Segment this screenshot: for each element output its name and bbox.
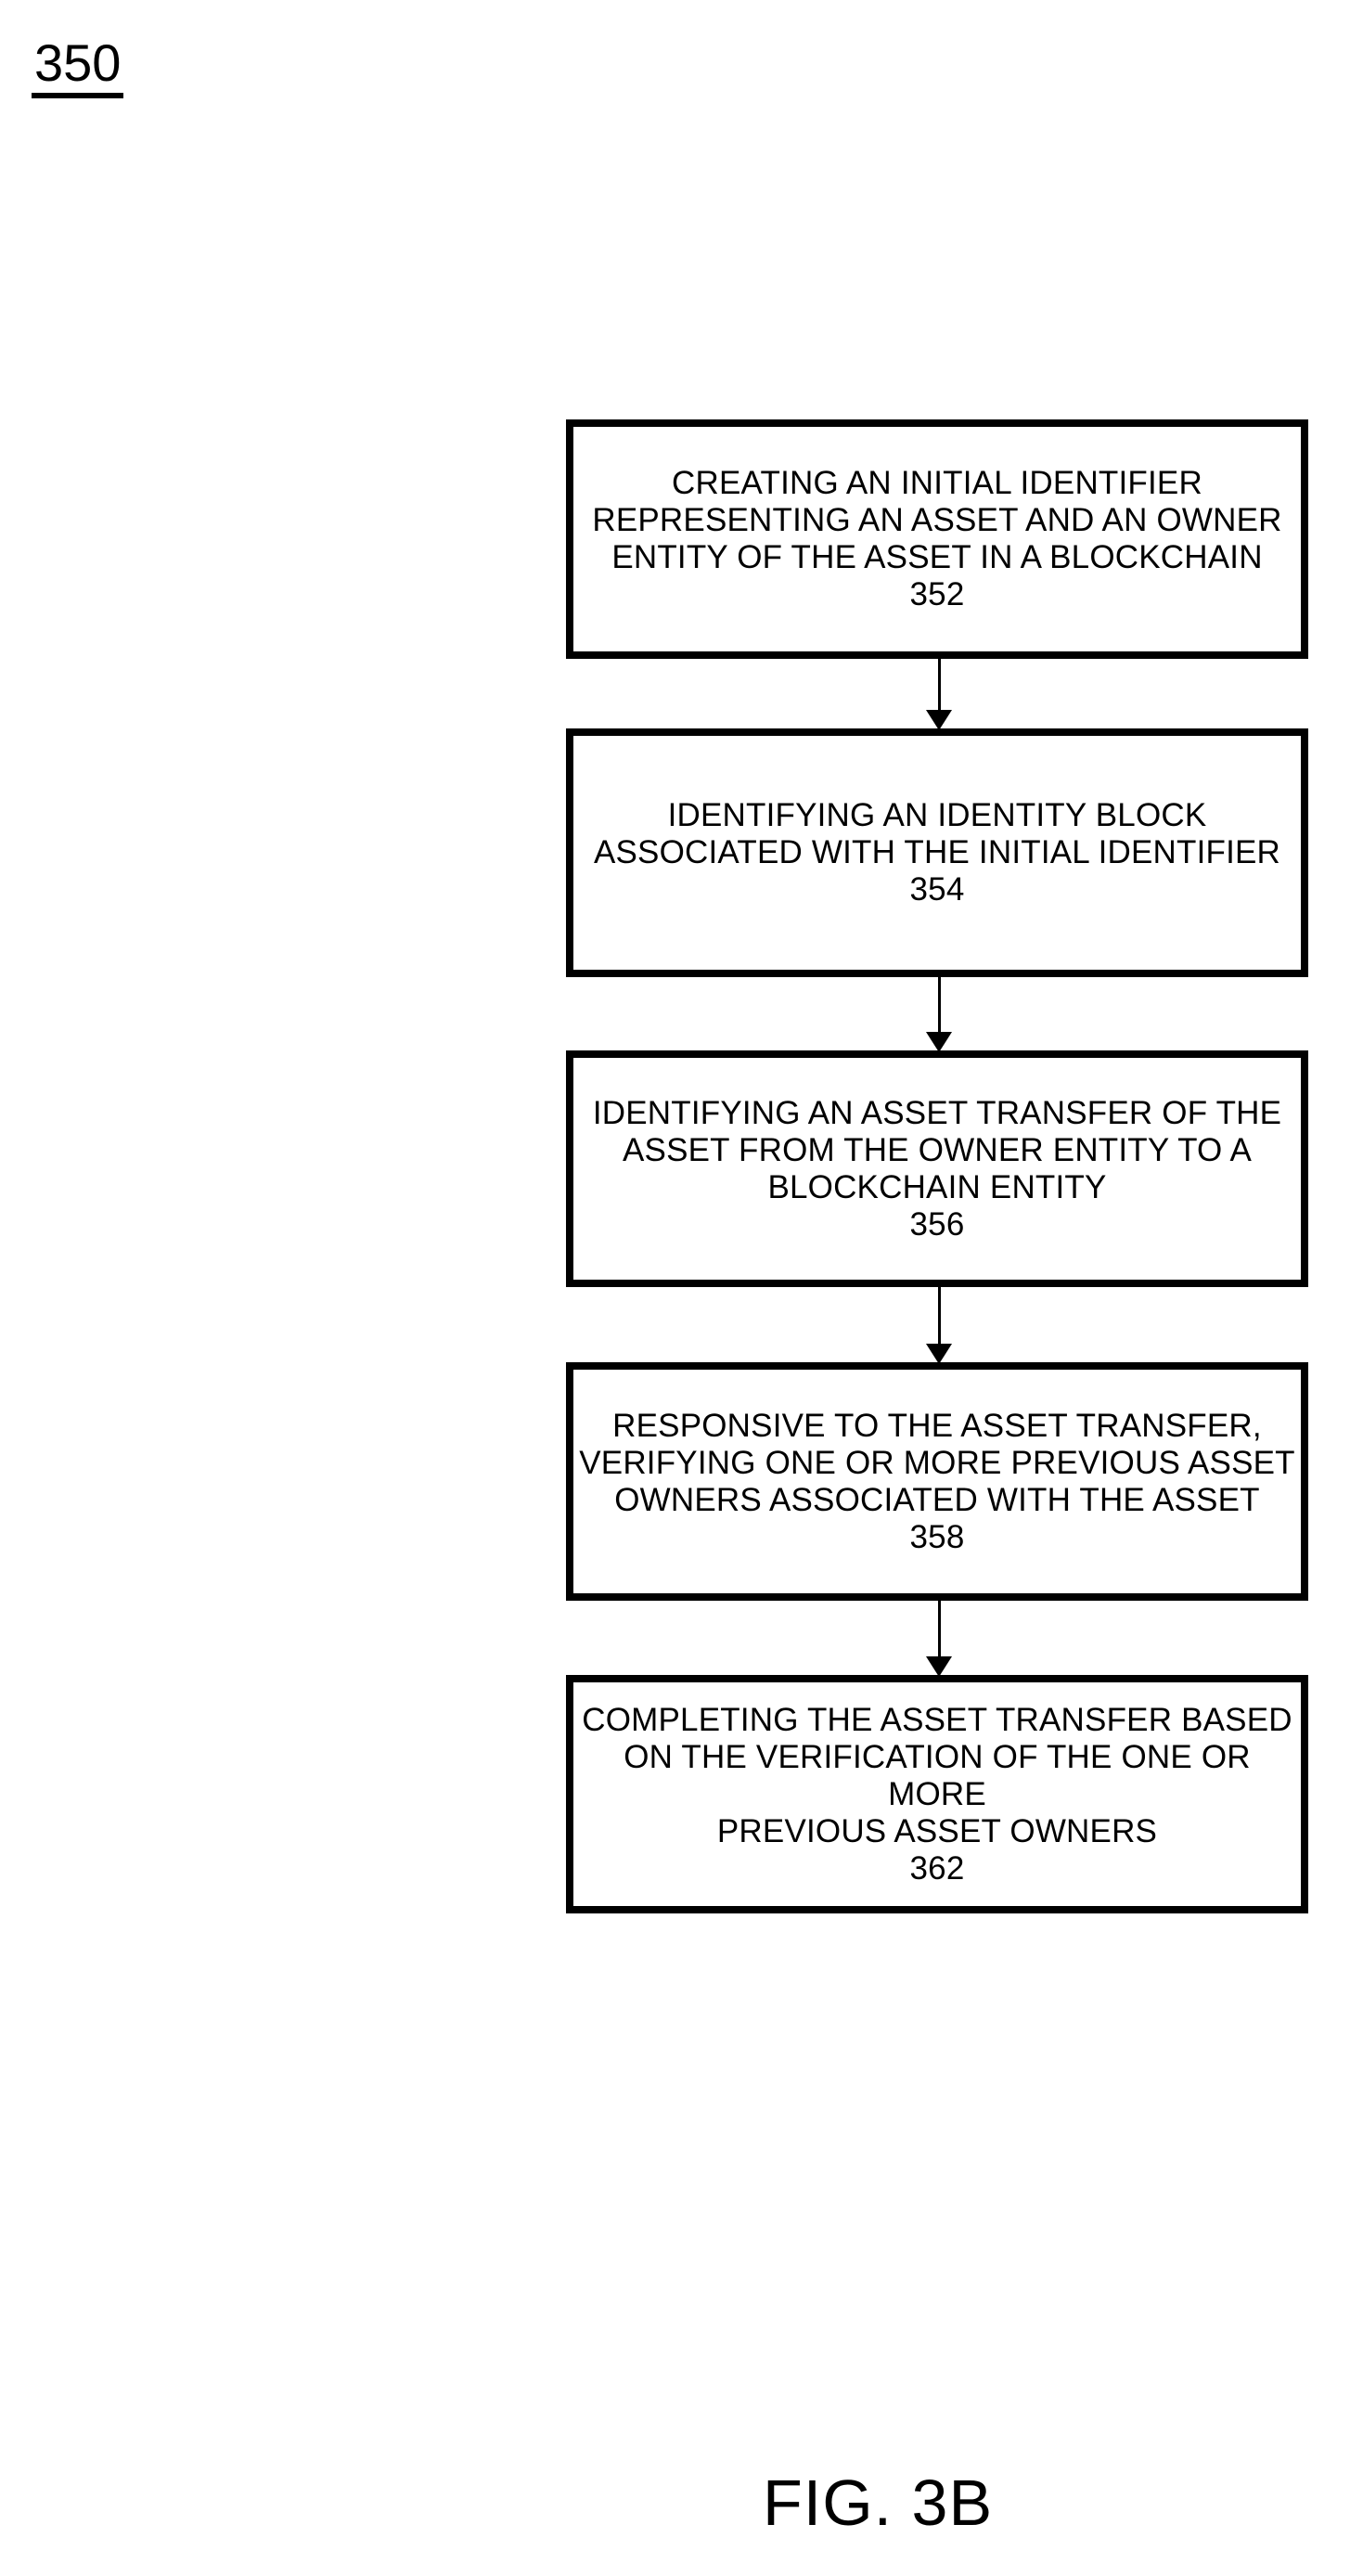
step-label: RESPONSIVE TO THE ASSET TRANSFER, VERIFYING ONE OR MORE PREVIOUS ASSET OWNERS ASSOCIATED WITH THE ASSET	[579, 1407, 1295, 1518]
flow-connector-3	[925, 1287, 953, 1364]
step-label: IDENTIFYING AN ASSET TRANSFER OF THE ASSET FROM THE OWNER ENTITY TO A BLOCKCHAIN ENTITY	[592, 1094, 1282, 1205]
step-ref: 354	[909, 871, 965, 908]
flow-step-box-356	[566, 1050, 1308, 1287]
step-ref: 358	[909, 1518, 965, 1555]
flow-connector-2	[925, 977, 953, 1052]
flow-connector-4	[925, 1601, 953, 1677]
step-ref: 362	[909, 1849, 965, 1887]
flow-step-box-352	[566, 419, 1308, 659]
diagram-reference-number: 350	[32, 37, 123, 98]
flow-step-box-358	[566, 1362, 1308, 1601]
arrowhead-down-icon	[926, 1032, 952, 1052]
step-label: CREATING AN INITIAL IDENTIFIER REPRESENTING AN ASSET AND AN OWNER ENTITY OF THE ASSET IN A BLOCKCHAIN	[592, 465, 1282, 575]
arrow-line	[938, 1601, 941, 1657]
arrow-line	[938, 659, 941, 711]
step-ref: 356	[909, 1205, 965, 1243]
arrow-line	[938, 977, 941, 1033]
flow-step-box-354	[566, 728, 1308, 977]
arrow-line	[938, 1287, 941, 1345]
arrowhead-down-icon	[926, 710, 952, 730]
step-label: IDENTIFYING AN IDENTITY BLOCK ASSOCIATED WITH THE INITIAL IDENTIFIER	[593, 797, 1281, 870]
step-label: COMPLETING THE ASSET TRANSFER BASED ON THE VERIFICATION OF THE ONE OR MORE PREVIOUS ASSET OWNERS	[582, 1701, 1292, 1849]
step-ref: 352	[909, 576, 965, 612]
flow-step-box-362	[566, 1675, 1308, 1913]
figure-caption: FIG. 3B	[763, 2467, 994, 2539]
arrowhead-down-icon	[926, 1656, 952, 1677]
arrowhead-down-icon	[926, 1344, 952, 1364]
flow-connector-1	[925, 659, 953, 730]
